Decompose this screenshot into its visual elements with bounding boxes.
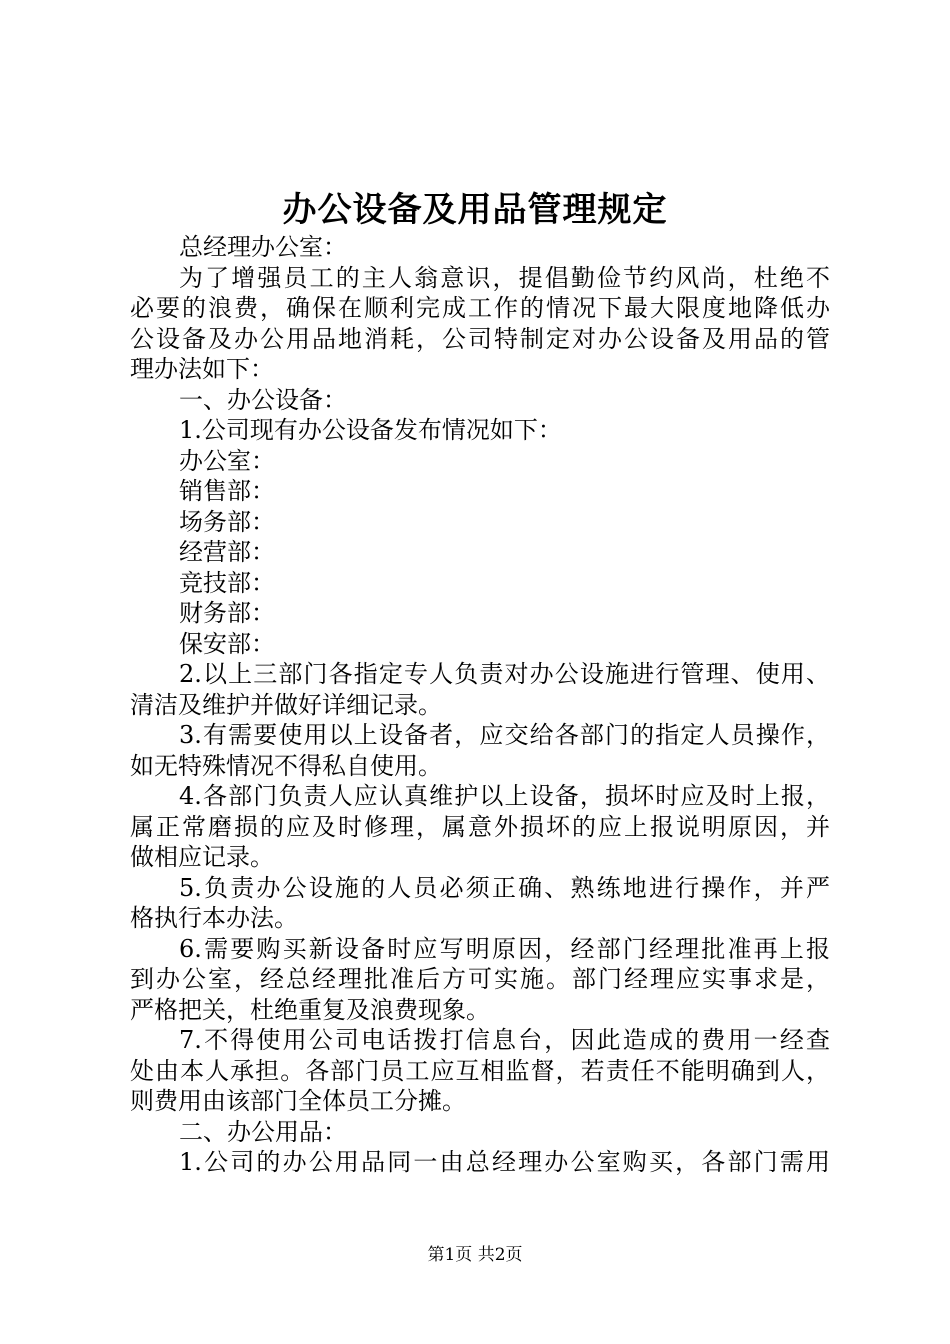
- paragraph-line: 1.公司现有办公设备发布情况如下：: [179, 416, 562, 444]
- paragraph-line: 3.有需要使用以上设备者，应交给各部门的指定人员操作，: [179, 721, 830, 749]
- paragraph-line: 则费用由该部门全体员工分摊。: [130, 1087, 466, 1115]
- paragraph-line: 7.不得使用公司电话拨打信息台，因此造成的费用一经查: [179, 1026, 830, 1054]
- paragraph-line: 理办法如下：: [130, 355, 274, 383]
- paragraph-line: 为了增强员工的主人翁意识，提倡勤俭节约风尚，杜绝不: [179, 263, 830, 292]
- paragraph-line: 格执行本办法。: [130, 904, 298, 932]
- paragraph-line: 二、办公用品：: [179, 1117, 347, 1146]
- paragraph-line: 如无特殊情况不得私自使用。: [130, 751, 442, 780]
- paragraph-line: 销售部：: [179, 477, 275, 505]
- paragraph-line: 经营部：: [179, 538, 275, 566]
- paragraph-line: 财务部：: [179, 599, 275, 627]
- paragraph-line: 竞技部：: [179, 568, 275, 597]
- paragraph-line: 5.负责办公设施的人员必须正确、熟练地进行操作，并严: [179, 873, 830, 902]
- paragraph-line: 严格把关，杜绝重复及浪费现象。: [130, 995, 490, 1024]
- paragraph-line: 6.需要购买新设备时应写明原因，经部门经理批准再上报: [179, 934, 830, 963]
- paragraph-line: 总经理办公室：: [179, 233, 347, 261]
- paragraph-line: 属正常磨损的应及时修理，属意外损坏的应上报说明原因，并: [130, 812, 830, 841]
- paragraph-line: 4.各部门负责人应认真维护以上设备，损坏时应及时上报，: [179, 782, 830, 810]
- paragraph-line: 保安部：: [179, 629, 275, 658]
- paragraph-line: 场务部：: [179, 507, 275, 536]
- paragraph-line: 到办公室，经总经理批准后方可实施。部门经理应实事求是，: [130, 965, 830, 993]
- paragraph-line: 2.以上三部门各指定专人负责对办公设施进行管理、使用、: [179, 660, 830, 688]
- document-title: 办公设备及用品管理规定: [282, 190, 668, 230]
- paragraph-line: 处由本人承担。各部门员工应互相监督，若责任不能明确到人，: [130, 1056, 830, 1085]
- paragraph-line: 必要的浪费，确保在顺利完成工作的情况下最大限度地降低办: [130, 294, 830, 322]
- document-body: [130, 232, 830, 1178]
- paragraph-line: 公设备及办公用品地消耗，公司特制定对办公设备及用品的管: [130, 324, 830, 353]
- paragraph-line: 一、办公设备：: [179, 385, 347, 414]
- paragraph-line: 清洁及维护并做好详细记录。: [130, 690, 442, 719]
- page-footer: 第1页 共2页: [427, 1245, 523, 1265]
- paragraph-line: 办公室：: [179, 446, 275, 475]
- paragraph-line: 做相应记录。: [130, 843, 274, 871]
- paragraph-line: 1.公司的办公用品同一由总经理办公室购买，各部门需用: [179, 1148, 830, 1176]
